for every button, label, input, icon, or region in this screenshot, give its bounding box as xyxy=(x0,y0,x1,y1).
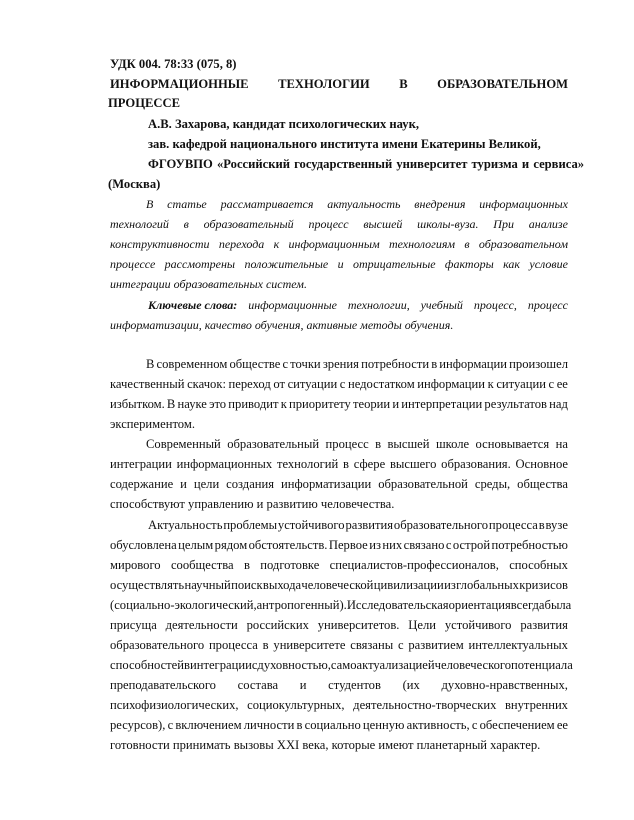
word: ситуации xyxy=(496,377,546,391)
word: приводит xyxy=(228,397,279,411)
word: технологий xyxy=(276,457,339,471)
word: образовательный xyxy=(203,217,294,231)
word: процесса xyxy=(208,638,258,652)
word: в xyxy=(343,457,349,471)
word: выхода xyxy=(262,578,302,592)
word: Исследовательская xyxy=(346,598,449,612)
word: интеграции xyxy=(189,658,252,672)
word: кризисов xyxy=(519,578,568,592)
word: как xyxy=(503,257,521,271)
word: духовно-нравственных, xyxy=(441,678,568,692)
word: информационным xyxy=(288,237,380,251)
word: образовательной xyxy=(378,477,468,491)
word: При xyxy=(493,217,514,231)
word: всегда xyxy=(510,598,545,612)
author-name: А.В. Захарова, кандидат психологических наук, xyxy=(148,117,420,131)
word: технологиям xyxy=(388,237,456,251)
word: в xyxy=(464,237,470,251)
word: условие xyxy=(529,257,568,271)
word: подготовке xyxy=(260,558,320,572)
author-city: (Москва) xyxy=(108,177,161,191)
word: с xyxy=(167,718,174,732)
word: (социально-экологический, xyxy=(110,598,257,612)
word: науке xyxy=(177,397,207,411)
word: из xyxy=(444,578,456,592)
word: острой xyxy=(452,538,491,552)
paragraph-line xyxy=(110,617,568,633)
word: антропогенный). xyxy=(256,598,347,612)
word: мирового xyxy=(110,558,161,572)
udk-code: УДК 004. 78:33 (075, 8) xyxy=(110,57,237,71)
word: интеллектуальных xyxy=(468,638,568,652)
word: среды, xyxy=(474,477,511,491)
abstract-line: интеграции образовательных систем. xyxy=(110,277,307,291)
word: образовательном xyxy=(478,237,568,251)
word: с xyxy=(282,357,289,371)
word: перехода xyxy=(218,237,265,251)
word: рассмотрены xyxy=(164,257,236,271)
word: рядом xyxy=(214,538,248,552)
word: точки xyxy=(290,357,321,371)
word: глобальных xyxy=(456,578,519,592)
word: обусловлена xyxy=(110,538,177,552)
word: проблемы xyxy=(223,518,278,532)
word: высшего xyxy=(389,457,437,471)
word: самоактуализацией xyxy=(330,658,435,672)
word: устойчивого xyxy=(277,518,345,532)
word: и xyxy=(299,678,307,692)
word: информационных xyxy=(176,457,273,471)
word: общества xyxy=(517,477,568,491)
word: развития xyxy=(345,518,394,532)
word: процессе xyxy=(110,257,156,271)
word: внедрения xyxy=(414,197,466,211)
word: социально xyxy=(304,718,361,732)
word: личности xyxy=(243,718,295,732)
word: в xyxy=(262,638,269,652)
word: на xyxy=(555,437,568,451)
word: университете xyxy=(273,638,346,652)
word: ФГОУВПО «Российский государственный университет туризма и сервиса» xyxy=(148,157,585,171)
word: с xyxy=(339,377,346,391)
paragraph-line xyxy=(110,376,568,392)
word: ориентация xyxy=(448,598,511,612)
abstract-line xyxy=(110,196,568,212)
word: интеграции xyxy=(110,457,172,471)
word: Актуальность xyxy=(148,518,223,532)
word: качественный xyxy=(110,377,185,391)
word: школы-вуза. xyxy=(417,217,479,231)
keywords-label: Ключевые слова: xyxy=(148,298,238,312)
word: положительные xyxy=(244,257,329,271)
paragraph-line xyxy=(110,456,568,472)
word: информационные xyxy=(248,298,337,312)
word: обстоятельств. xyxy=(248,538,328,552)
word: Цели xyxy=(408,618,436,632)
word: В xyxy=(146,357,155,371)
word: к xyxy=(273,237,280,251)
paragraph-line xyxy=(110,436,568,452)
paragraph-line xyxy=(110,717,568,733)
word: процесс xyxy=(308,217,349,231)
word: образования. xyxy=(441,457,511,471)
paragraph-line: готовности принимать вызовы XXI века, которые имеют планетарный характер. xyxy=(110,738,541,752)
word: включением xyxy=(175,718,242,732)
word: основывается xyxy=(475,437,550,451)
abstract-line xyxy=(110,216,568,232)
word: ее xyxy=(556,718,568,732)
word: обществе xyxy=(229,357,281,371)
word: (их xyxy=(402,678,420,692)
word: развитием xyxy=(408,638,464,652)
word: информатизации xyxy=(281,477,372,491)
word: психофизиологических, xyxy=(110,698,239,712)
word: к xyxy=(487,377,494,391)
word: образовательный xyxy=(227,437,320,451)
word: устойчивого xyxy=(444,618,512,632)
word: обеспечением xyxy=(479,718,555,732)
word: деятельностно-творческих xyxy=(353,698,497,712)
word: Основное xyxy=(515,457,568,471)
word: целым xyxy=(178,538,214,552)
paragraph-line xyxy=(110,637,568,653)
word: школе xyxy=(435,437,470,451)
word: в xyxy=(375,437,382,451)
word: цивилизации xyxy=(373,578,444,592)
word: рассматривается xyxy=(220,197,314,211)
word: от xyxy=(273,377,285,391)
word: в xyxy=(184,658,190,672)
word: из xyxy=(369,538,381,552)
word: интерпретации xyxy=(401,397,483,411)
word: с xyxy=(548,377,555,391)
word: Современный xyxy=(146,437,221,451)
word: статье xyxy=(167,197,207,211)
paragraph-line xyxy=(110,517,568,533)
paragraph-line xyxy=(110,657,573,673)
word: потребности xyxy=(361,357,430,371)
article-title-line-1 xyxy=(110,76,568,92)
word: В xyxy=(166,397,176,411)
word: человеческой xyxy=(301,578,374,592)
word: информации xyxy=(439,357,508,371)
author-organization xyxy=(148,156,585,172)
abstract-line xyxy=(110,256,568,272)
paragraph-line xyxy=(110,577,568,593)
word: ценную xyxy=(362,718,405,732)
author-position: зав. кафедрой национального института имени Екатерины Великой, xyxy=(148,137,541,151)
word: активность, xyxy=(406,718,470,732)
word: российских xyxy=(246,618,309,632)
word: способностей xyxy=(110,658,185,672)
word: и xyxy=(337,257,344,271)
word: В xyxy=(146,197,154,211)
paragraph-line: экспериментом. xyxy=(110,417,195,431)
word: информации xyxy=(417,377,486,391)
word: потребностью xyxy=(491,538,568,552)
paragraph-line xyxy=(110,597,572,613)
word: переход xyxy=(228,377,271,391)
word: скачок: xyxy=(187,377,226,391)
word: зрения xyxy=(322,357,359,371)
word: образовательного xyxy=(110,638,205,652)
abstract-line xyxy=(110,236,568,252)
word: ее xyxy=(556,377,568,391)
word: над xyxy=(549,397,568,411)
word: специалистов-профессионалов, xyxy=(329,558,499,572)
word: в xyxy=(296,718,303,732)
word: потенциала xyxy=(511,658,573,672)
word: с xyxy=(251,658,258,672)
title-word: ИНФОРМАЦИОННЫЕ xyxy=(110,77,249,91)
word: высшей xyxy=(363,217,403,231)
word: создания xyxy=(226,477,275,491)
word: развития xyxy=(520,618,568,632)
word: способных xyxy=(509,558,568,572)
word: сфере xyxy=(353,457,386,471)
word: процесс xyxy=(527,298,568,312)
word: процесса xyxy=(488,518,538,532)
word: отрицательные xyxy=(352,257,436,271)
paragraph-line xyxy=(110,677,568,693)
article-title-line-2: ПРОЦЕССЕ xyxy=(108,96,180,110)
word: анализе xyxy=(528,217,568,231)
word: произошел xyxy=(509,357,568,371)
word: с xyxy=(397,638,404,652)
word: внутренних xyxy=(504,698,568,712)
word: результатов xyxy=(484,397,547,411)
word: человеческого xyxy=(434,658,512,672)
word: это xyxy=(209,397,227,411)
word: вузе xyxy=(545,518,568,532)
word: процесс, xyxy=(473,298,517,312)
word: цели xyxy=(193,477,220,491)
word: в xyxy=(183,217,189,231)
word: содержание xyxy=(110,477,174,491)
word: присуща xyxy=(110,618,157,632)
word: деятельности xyxy=(165,618,238,632)
word: преподавательского xyxy=(110,678,216,692)
word: ресурсов), xyxy=(110,718,166,732)
paragraph-line xyxy=(110,476,568,492)
word: образовательного xyxy=(393,518,489,532)
word: избытком. xyxy=(110,397,165,411)
title-word: ОБРАЗОВАТЕЛЬНОМ xyxy=(437,77,568,91)
word: процесс xyxy=(325,437,369,451)
word: связано xyxy=(403,538,445,552)
word: и xyxy=(180,477,187,491)
word: современном xyxy=(156,357,228,371)
word: университетов. xyxy=(317,618,400,632)
word: в xyxy=(243,558,250,572)
word: высшей xyxy=(387,437,430,451)
word: духовностью, xyxy=(257,658,331,672)
word: учебный xyxy=(420,298,463,312)
word: социокультурных, xyxy=(247,698,345,712)
paragraph-line xyxy=(110,557,568,573)
word: сообщества xyxy=(170,558,234,572)
title-word: В xyxy=(399,77,408,91)
word: к xyxy=(280,397,287,411)
word: состава xyxy=(237,678,279,692)
word: информационных xyxy=(479,197,568,211)
word: связаны xyxy=(350,638,394,652)
paragraph-line xyxy=(110,697,568,713)
word: была xyxy=(544,598,572,612)
paragraph-line xyxy=(110,356,568,372)
word: недостатком xyxy=(347,377,415,391)
paragraph-line xyxy=(110,396,568,412)
word: студентов xyxy=(328,678,381,692)
word: ситуации xyxy=(287,377,338,391)
word: осуществлять xyxy=(110,578,185,592)
word: факторы xyxy=(444,257,494,271)
paragraph-line xyxy=(110,537,568,553)
word: технологии, xyxy=(347,298,410,312)
title-word: ТЕХНОЛОГИИ xyxy=(278,77,370,91)
paragraph-line: способствуют управлению и развитию человечества. xyxy=(110,497,395,511)
word: в xyxy=(431,357,438,371)
word: с xyxy=(471,718,478,732)
word: них xyxy=(382,538,403,552)
word: актуальность xyxy=(327,197,401,211)
word: и xyxy=(392,397,400,411)
word: Первое xyxy=(328,538,368,552)
word: с xyxy=(445,538,452,552)
word: поиск xyxy=(231,578,263,592)
word: в xyxy=(538,518,545,532)
keywords-line xyxy=(110,297,568,313)
word: конструктивности xyxy=(110,237,210,251)
word: технологий xyxy=(110,217,169,231)
word: теории xyxy=(353,397,391,411)
word: научный xyxy=(184,578,231,592)
keywords-line: информатизации, качество обучения, активные методы обучения. xyxy=(110,318,454,332)
word: приоритету xyxy=(288,397,351,411)
